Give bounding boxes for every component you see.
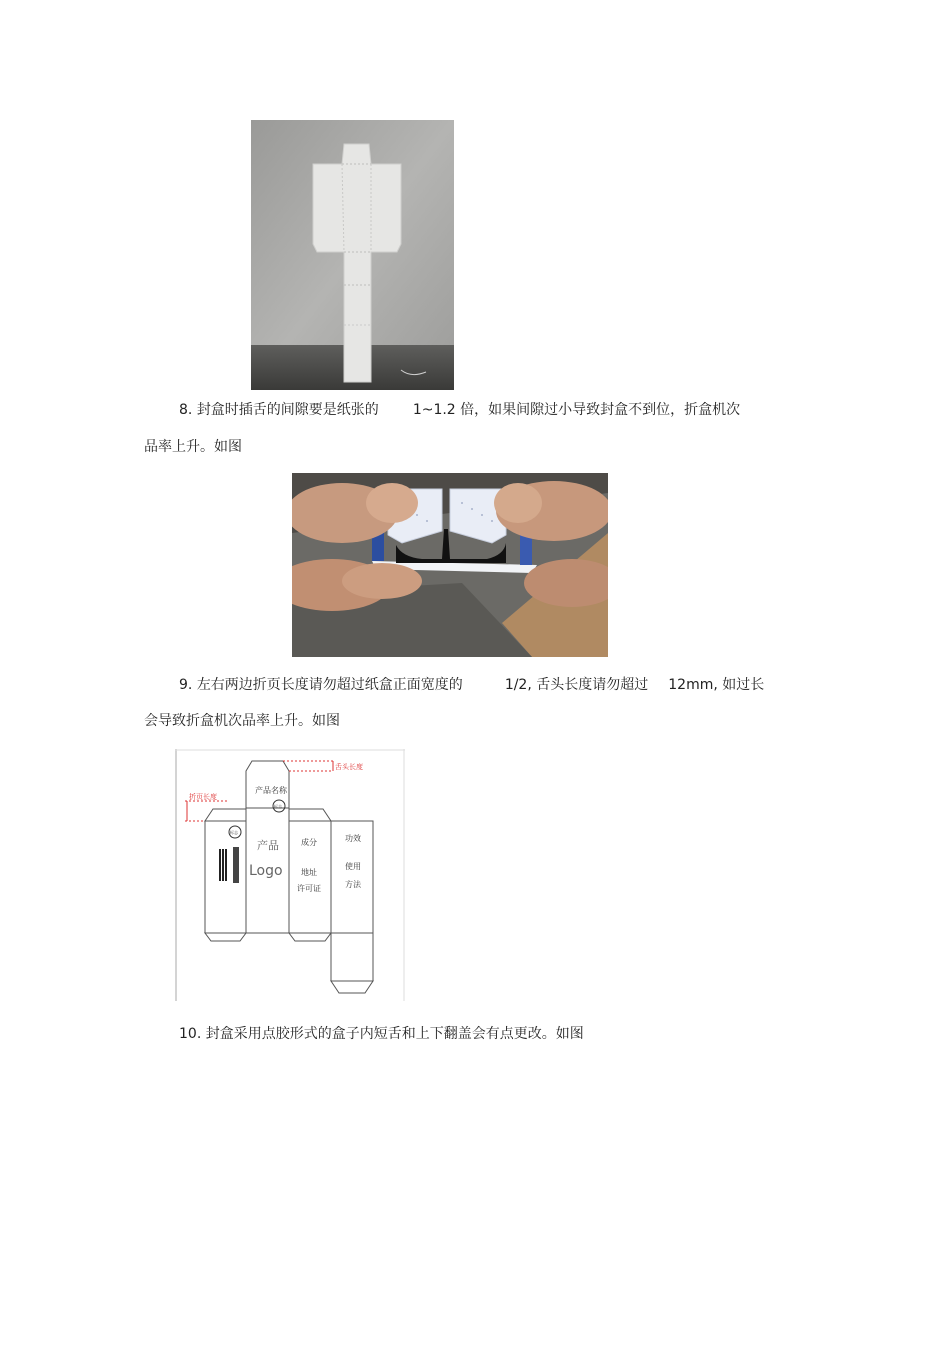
box-dieline-diagram [175,749,405,1001]
item8-ratio: 1~1.2 [412,402,456,418]
item9-length: 12mm, [668,677,718,693]
item10-text: 封盒采用点胶形式的盒子内短舌和上下翻盖会有点更改。如图 [205,1026,584,1042]
item9-line2: 会导致折盒机次品率上升。如图 [144,713,340,729]
item8-text-c: 倍，如果间隙过小导致封盒不到位，折盒机次 [460,402,741,418]
label-flap-length: 折页长度 [189,793,217,801]
label-ingredients: 成分 [301,838,317,847]
badge-top-text: 标志 [274,804,282,809]
label-address: 地址 [301,868,317,877]
item9-text-a: 左右两边折页长度请勿超过纸盒正面宽度的 [196,677,463,693]
label-method: 方法 [345,880,361,889]
item8-text-a: 封盒时插舌的间隙要是纸张的 [196,402,379,418]
label-logo: Logo [249,863,283,879]
item9-line1 [179,676,764,694]
item8-line2: 品率上升。如图 [144,439,242,455]
item10-line1 [179,1025,584,1043]
label-product: 产品 [257,839,279,852]
item9-text-c: 舌头长度请勿超过 [536,677,649,693]
photo-hands-tongue-gap [292,473,608,657]
item8-line1 [179,401,740,419]
label-license: 许可证 [297,884,321,893]
item9-text-e: 如过长 [722,677,765,693]
label-usage: 使用 [345,862,361,871]
photo-box-blank [251,120,454,390]
label-product-name: 产品名称 [255,786,287,795]
item8-number: 8. [179,402,193,418]
label-tongue-length: 舌头长度 [335,763,363,771]
label-effect: 功效 [345,834,361,843]
item9-fraction: 1/2, [504,677,532,693]
item9-number: 9. [179,677,193,693]
badge-side-text: 标志 [230,830,238,835]
item10-number: 10. [179,1026,202,1042]
